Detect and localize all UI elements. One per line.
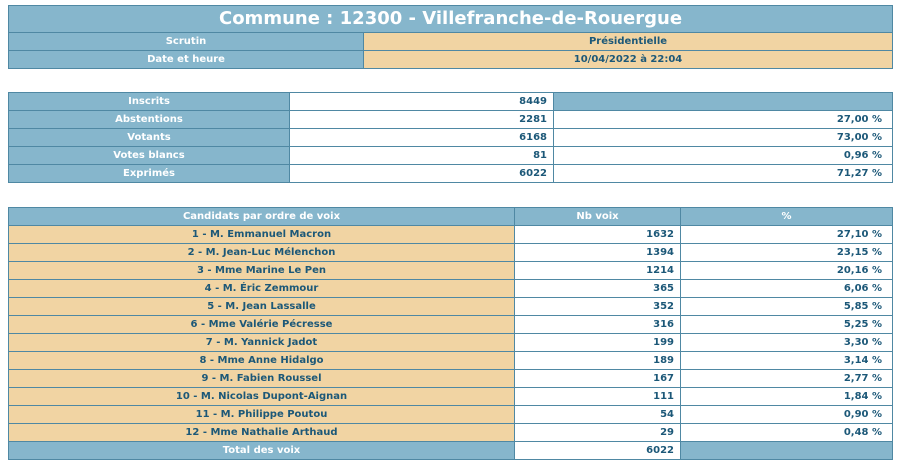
stat-percent: 27,00 % bbox=[554, 111, 893, 129]
stat-count: 6168 bbox=[290, 129, 554, 147]
stats-row bbox=[9, 111, 893, 129]
stats-row bbox=[9, 165, 893, 183]
commune-title-row bbox=[9, 6, 893, 33]
candidate-percent: 1,84 % bbox=[681, 388, 893, 406]
stat-label: Exprimés bbox=[9, 165, 290, 183]
table-row bbox=[9, 280, 893, 298]
stat-count: 8449 bbox=[290, 93, 554, 111]
percent-column-header: % bbox=[681, 208, 893, 226]
candidate-percent: 0,90 % bbox=[681, 406, 893, 424]
candidate-percent: 3,14 % bbox=[681, 352, 893, 370]
results-header-row bbox=[9, 208, 893, 226]
table-row bbox=[9, 298, 893, 316]
candidate-name: 7 - M. Yannick Jadot bbox=[9, 334, 515, 352]
candidates-column-header: Candidats par ordre de voix bbox=[9, 208, 515, 226]
candidate-votes: 167 bbox=[515, 370, 681, 388]
stat-percent: 71,27 % bbox=[554, 165, 893, 183]
stats-table bbox=[8, 92, 893, 183]
candidate-votes: 316 bbox=[515, 316, 681, 334]
candidate-percent: 5,85 % bbox=[681, 298, 893, 316]
total-votes: 6022 bbox=[515, 442, 681, 460]
stats-row bbox=[9, 129, 893, 147]
candidate-votes: 54 bbox=[515, 406, 681, 424]
candidate-name: 5 - M. Jean Lassalle bbox=[9, 298, 515, 316]
candidate-votes: 199 bbox=[515, 334, 681, 352]
results-table bbox=[8, 207, 893, 460]
scrutin-value: Présidentielle bbox=[364, 33, 893, 51]
candidate-percent: 20,16 % bbox=[681, 262, 893, 280]
table-row bbox=[9, 424, 893, 442]
candidate-name: 3 - Mme Marine Le Pen bbox=[9, 262, 515, 280]
candidate-percent: 5,25 % bbox=[681, 316, 893, 334]
table-row bbox=[9, 406, 893, 424]
scrutin-label: Scrutin bbox=[9, 33, 364, 51]
date-row bbox=[9, 51, 893, 69]
table-row bbox=[9, 388, 893, 406]
stat-count: 6022 bbox=[290, 165, 554, 183]
stat-label: Abstentions bbox=[9, 111, 290, 129]
candidate-votes: 352 bbox=[515, 298, 681, 316]
date-value: 10/04/2022 à 22:04 bbox=[364, 51, 893, 69]
stat-label: Votants bbox=[9, 129, 290, 147]
candidate-votes: 1214 bbox=[515, 262, 681, 280]
stat-count: 2281 bbox=[290, 111, 554, 129]
scrutin-row bbox=[9, 33, 893, 51]
candidate-percent: 27,10 % bbox=[681, 226, 893, 244]
candidate-votes: 111 bbox=[515, 388, 681, 406]
stat-label: Inscrits bbox=[9, 93, 290, 111]
candidate-name: 2 - M. Jean-Luc Mélenchon bbox=[9, 244, 515, 262]
votes-column-header: Nb voix bbox=[515, 208, 681, 226]
candidate-percent: 23,15 % bbox=[681, 244, 893, 262]
table-row bbox=[9, 262, 893, 280]
candidate-name: 11 - M. Philippe Poutou bbox=[9, 406, 515, 424]
candidate-votes: 189 bbox=[515, 352, 681, 370]
table-row bbox=[9, 316, 893, 334]
table-row bbox=[9, 244, 893, 262]
candidate-percent: 0,48 % bbox=[681, 424, 893, 442]
stats-row bbox=[9, 147, 893, 165]
table-row bbox=[9, 370, 893, 388]
candidate-percent: 2,77 % bbox=[681, 370, 893, 388]
total-label: Total des voix bbox=[9, 442, 515, 460]
stats-row bbox=[9, 93, 893, 111]
table-row bbox=[9, 226, 893, 244]
total-row bbox=[9, 442, 893, 460]
page-title: Commune : 12300 - Villefranche-de-Rouergue bbox=[9, 6, 893, 33]
candidate-votes: 1394 bbox=[515, 244, 681, 262]
candidate-name: 9 - M. Fabien Roussel bbox=[9, 370, 515, 388]
candidate-votes: 1632 bbox=[515, 226, 681, 244]
stat-empty-cell bbox=[554, 93, 893, 111]
candidate-name: 1 - M. Emmanuel Macron bbox=[9, 226, 515, 244]
candidate-name: 10 - M. Nicolas Dupont-Aignan bbox=[9, 388, 515, 406]
candidate-percent: 3,30 % bbox=[681, 334, 893, 352]
date-label: Date et heure bbox=[9, 51, 364, 69]
candidate-name: 4 - M. Éric Zemmour bbox=[9, 280, 515, 298]
candidate-votes: 365 bbox=[515, 280, 681, 298]
stat-count: 81 bbox=[290, 147, 554, 165]
commune-info-table bbox=[8, 5, 893, 69]
candidate-percent: 6,06 % bbox=[681, 280, 893, 298]
table-row bbox=[9, 352, 893, 370]
total-empty-cell bbox=[681, 442, 893, 460]
candidate-name: 6 - Mme Valérie Pécresse bbox=[9, 316, 515, 334]
stat-percent: 73,00 % bbox=[554, 129, 893, 147]
candidate-name: 8 - Mme Anne Hidalgo bbox=[9, 352, 515, 370]
candidate-votes: 29 bbox=[515, 424, 681, 442]
table-row bbox=[9, 334, 893, 352]
stat-label: Votes blancs bbox=[9, 147, 290, 165]
candidate-name: 12 - Mme Nathalie Arthaud bbox=[9, 424, 515, 442]
stat-percent: 0,96 % bbox=[554, 147, 893, 165]
